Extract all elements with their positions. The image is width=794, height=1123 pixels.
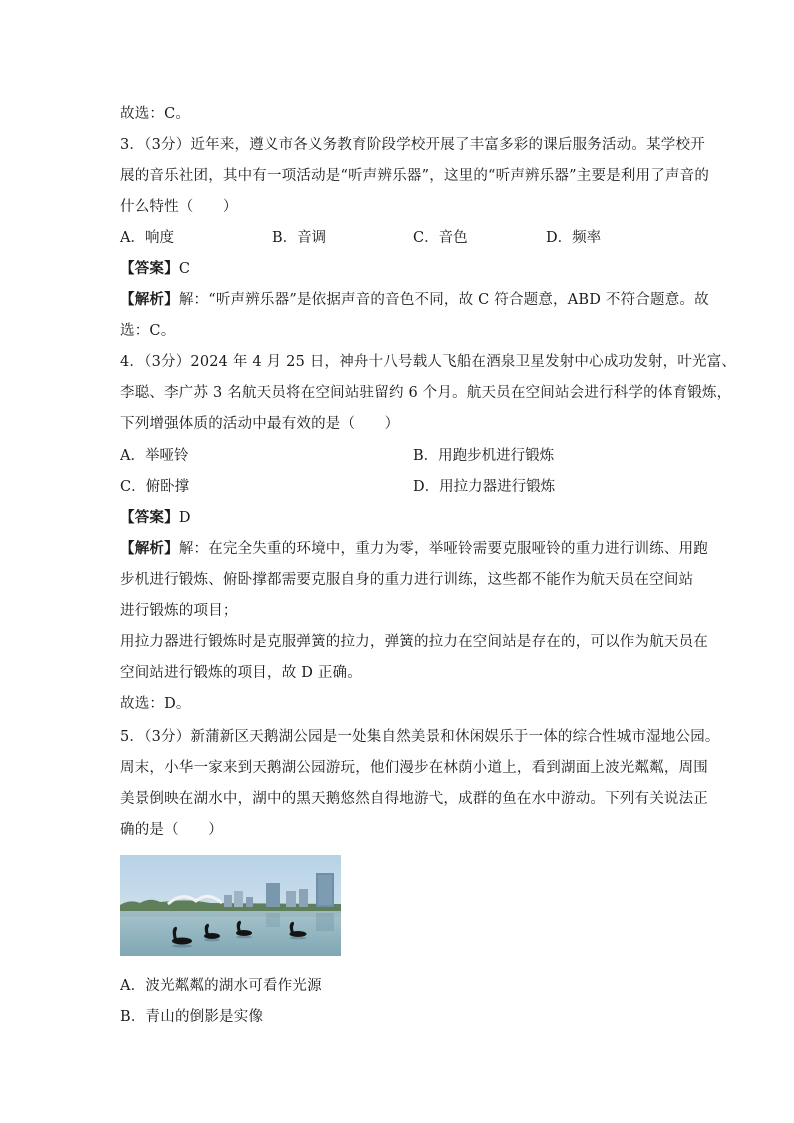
q5-stem-line-2: 周末，小华一家来到天鹅湖公园游玩，他们漫步在林荫小道上，看到湖面上波光粼粼，周围 xyxy=(120,760,708,776)
black-swan-lake-photo xyxy=(120,855,341,956)
q5-stem-line-4: 确的是（ ） xyxy=(120,822,223,838)
q3-option-d: D．频率 xyxy=(546,230,602,246)
q5-option-a: A．波光粼粼的湖水可看作光源 xyxy=(120,978,322,994)
q5-option-b: B．青山的倒影是实像 xyxy=(120,1009,264,1025)
q3-option-a: A．响度 xyxy=(120,230,174,246)
q3-answer xyxy=(120,259,190,279)
q4-option-b: B．用跑步机进行锻炼 xyxy=(413,448,555,464)
q3-stem-line-3: 什么特性（ ） xyxy=(120,199,238,215)
q4-analysis-line-6: 故选：D。 xyxy=(120,696,191,712)
q4-stem-line-2: 李聪、李广苏 3 名航天员将在空间站驻留约 6 个月。航天员在空间站会进行科学的体育锻炼， xyxy=(120,385,732,401)
q4-analysis-line-5: 空间站进行锻炼的项目，故 D 正确。 xyxy=(120,665,362,681)
q4-stem-line-1: 4．（3分）2024 年 4 月 25 日，神舟十八号载人飞船在酒泉卫星发射中心成功发射，叶光富、 xyxy=(120,354,737,370)
q5-stem-line-3: 美景倒映在湖水中，湖中的黑天鹅悠然自得地游弋，成群的鱼在水中游动。下列有关说法正 xyxy=(120,791,708,807)
analysis-text: 解：在完全失重的环境中，重力为零，举哑铃需要克服哑铃的重力进行训练、用跑 xyxy=(178,541,709,557)
answer-tag: 【答案】 xyxy=(120,260,179,277)
analysis-text: 解：“听声辨乐器”是依据声音的音色不同，故 C 符合题意，ABD 不符合题意。故 xyxy=(178,292,709,308)
q4-analysis-line-2: 步机进行锻炼、俯卧撑都需要克服自身的重力进行训练，这些都不能作为航天员在空间站 xyxy=(120,572,694,588)
q3-option-b: B．音调 xyxy=(272,230,327,246)
q4-answer xyxy=(120,508,191,528)
answer-tag: 【答案】 xyxy=(120,509,179,526)
analysis-tag: 【解析】 xyxy=(120,540,179,557)
q3-stem-line-1: 3．（3分）近年来，遵义市各义务教育阶段学校开展了丰富多彩的课后服务活动。某学校开 xyxy=(120,137,705,153)
q3-analysis-line-2: 选：C。 xyxy=(120,323,176,339)
answer-value: D xyxy=(178,510,191,526)
answer-value: C xyxy=(178,261,191,277)
q4-option-d: D．用拉力器进行锻炼 xyxy=(413,479,556,495)
q3-stem-line-2: 展的音乐社团，其中有一项活动是“听声辨乐器”，这里的“听声辨乐器”主要是利用了声音的 xyxy=(120,168,710,184)
q4-analysis-line-3: 进行锻炼的项目； xyxy=(120,603,238,619)
q4-analysis-line-4: 用拉力器进行锻炼时是克服弹簧的拉力，弹簧的拉力在空间站是存在的，可以作为航天员在 xyxy=(120,634,708,650)
q4-analysis-line-1 xyxy=(120,539,708,559)
q4-option-a: A．举哑铃 xyxy=(120,448,189,464)
q4-stem-line-3: 下列增强体质的活动中最有效的是（ ） xyxy=(120,416,400,432)
q5-stem-line-1: 5．（3分）新蒲新区天鹅湖公园是一处集自然美景和休闲娱乐于一体的综合性城市湿地公园。 xyxy=(120,729,720,745)
analysis-tag: 【解析】 xyxy=(120,291,179,308)
q4-option-c: C．俯卧撑 xyxy=(120,479,190,495)
q3-option-c: C．音色 xyxy=(413,230,468,246)
q2-conclusion: 故选：C。 xyxy=(120,106,191,122)
q3-analysis-line-1 xyxy=(120,290,709,310)
